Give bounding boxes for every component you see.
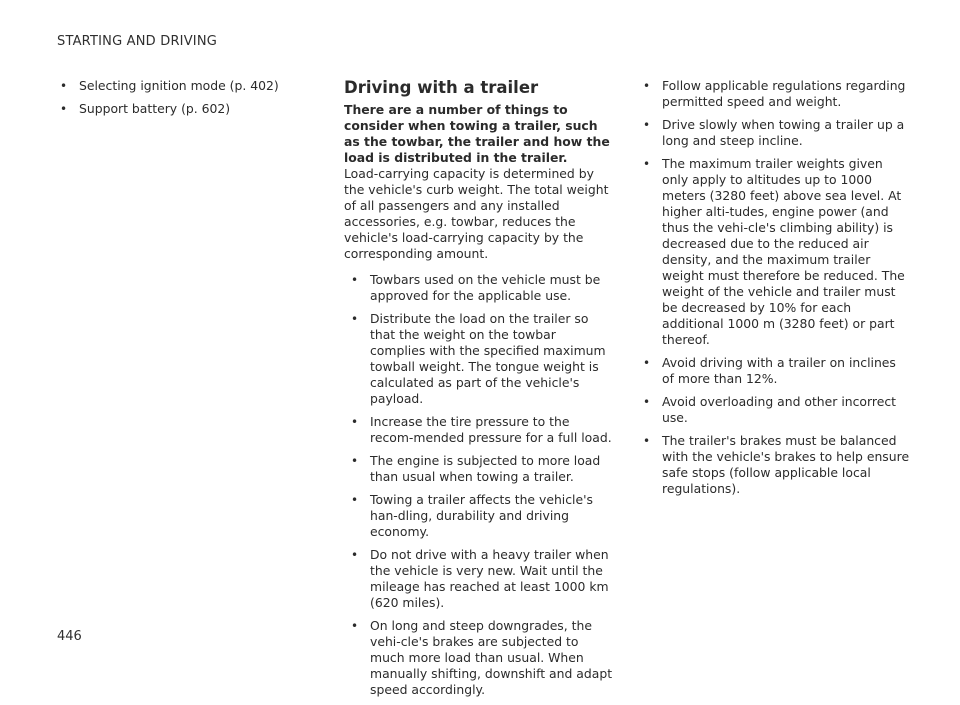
guideline-text: Towing a trailer affects the vehicle's han-dling, durability and driving economy. <box>370 492 593 539</box>
guideline-text: Follow applicable regulations regarding permitted speed and weight. <box>662 78 906 109</box>
guideline-item <box>344 547 614 611</box>
guideline-text: Distribute the load on the trailer so that the weight on the towbar complies with the specified maximum towball weight. The tongue weight is calculated as part of the vehicle's payload. <box>370 311 606 406</box>
guideline-item <box>344 414 614 446</box>
page-number: 446 <box>57 629 82 644</box>
guideline-text: Towbars used on the vehicle must be approved for the applicable use. <box>370 272 601 303</box>
bullet-icon: • <box>351 415 359 429</box>
guideline-text: Avoid overloading and other incorrect use. <box>662 394 896 425</box>
guideline-item <box>640 394 910 426</box>
guideline-text: Increase the tire pressure to the recom-mended pressure for a full load. <box>370 414 612 445</box>
bullet-icon: • <box>643 356 651 370</box>
bullet-icon: • <box>643 79 651 93</box>
related-link-item[interactable] <box>57 101 312 117</box>
guideline-item <box>344 272 614 304</box>
related-links-list <box>57 78 312 117</box>
related-link-text[interactable]: Selecting ignition mode (p. 402) <box>79 78 279 93</box>
bullet-icon: • <box>351 454 359 468</box>
guideline-text: On long and steep downgrades, the vehi-cle's brakes are subjected to much more load than usual. When manually shifting, downshift and adapt speed accordingly. <box>370 618 613 697</box>
guideline-item <box>640 156 910 348</box>
bullet-icon: • <box>60 79 68 93</box>
guideline-item <box>344 492 614 540</box>
guideline-list-continued <box>640 78 910 497</box>
bullet-icon: • <box>351 312 359 326</box>
guideline-text: The engine is subjected to more load than usual when towing a trailer. <box>370 453 601 484</box>
guideline-item <box>640 117 910 149</box>
bullet-icon: • <box>351 493 359 507</box>
guideline-list <box>344 272 614 698</box>
related-link-text[interactable]: Support battery (p. 602) <box>79 101 231 116</box>
guideline-text: The maximum trailer weights given only apply to altitudes up to 1000 meters (3280 feet) above sea level. At higher alti-tudes, engine power (and thus the vehi-cle's climbing ability) is decreased due to the reduced air density, and the maximum trailer weight must therefore be reduced. The weight of the vehicle and trailer must be decreased by 10% for each additional 1000 m (3280 feet) or part thereof. <box>662 156 905 347</box>
guideline-text: Avoid driving with a trailer on inclines of more than 12%. <box>662 355 896 386</box>
bullet-icon: • <box>643 395 651 409</box>
bullet-icon: • <box>643 118 651 132</box>
guideline-text: Drive slowly when towing a trailer up a long and steep incline. <box>662 117 905 148</box>
guideline-text: Do not drive with a heavy trailer when the vehicle is very new. Wait until the mileage has reached at least 1000 km (620 miles). <box>370 547 609 610</box>
related-links-column <box>57 78 312 124</box>
guideline-item <box>344 453 614 485</box>
related-link-item[interactable] <box>57 78 312 94</box>
guideline-item <box>640 78 910 110</box>
article-continued-column <box>640 78 910 504</box>
guideline-text: The trailer's brakes must be balanced with the vehicle's brakes to help ensure safe stops (follow applicable local regulations). <box>662 433 910 496</box>
bullet-icon: • <box>60 102 68 116</box>
guideline-item <box>640 355 910 387</box>
article-title: Driving with a trailer <box>344 78 539 97</box>
bullet-icon: • <box>643 157 651 171</box>
article-lead: There are a number of things to consider when towing a trailer, such as the towbar, the trailer and how the load is distributed in the trailer. <box>344 102 610 165</box>
section-header: STARTING AND DRIVING <box>57 34 218 49</box>
article-intro: Load-carrying capacity is determined by the vehicle's curb weight. The total weight of all passengers and any installed accessories, e.g. towbar, reduces the vehicle's load-carrying capacity by the corresponding amount. <box>344 166 609 261</box>
guideline-item <box>344 311 614 407</box>
bullet-icon: • <box>643 434 651 448</box>
bullet-icon: • <box>351 619 359 633</box>
guideline-item <box>640 433 910 497</box>
bullet-icon: • <box>351 273 359 287</box>
article-main-column <box>344 78 614 705</box>
bullet-icon: • <box>351 548 359 562</box>
guideline-item <box>344 618 614 698</box>
